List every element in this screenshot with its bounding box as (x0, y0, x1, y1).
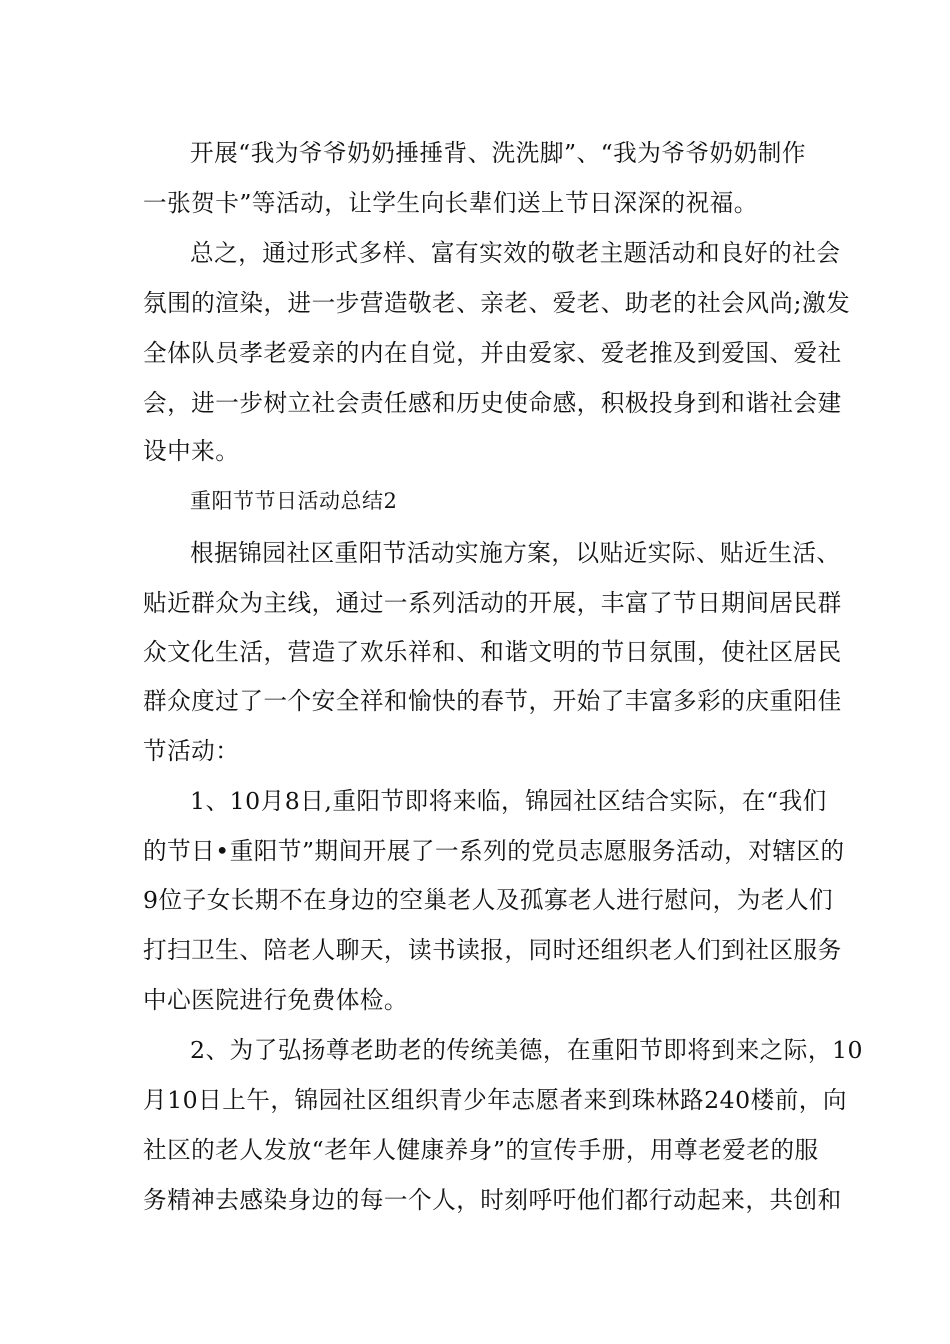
paragraph-3-line-4: 群众度过了一个安全祥和愉快的春节，开始了丰富多彩的庆重阳佳 (143, 687, 842, 715)
paragraph-2-line-2: 氛围的渲染，进一步营造敬老、亲老、爱老、助老的社会风尚;激发 (143, 289, 851, 317)
paragraph-1-line-2: 一张贺卡”等活动，让学生向长辈们送上节日深深的祝福。 (143, 189, 758, 217)
paragraph-4-line-4: 打扫卫生、陪老人聊天，读书读报，同时还组织老人们到社区服务 (143, 936, 842, 964)
paragraph-4-line-1: 1、10月8日,重阳节即将来临，锦园社区结合实际，在“我们 (190, 787, 827, 815)
section-heading: 重阳节节日活动总结2 (190, 489, 398, 513)
paragraph-5-line-4: 务精神去感染身边的每一个人，时刻呼吁他们都行动起来，共创和 (143, 1186, 842, 1214)
paragraph-4-line-3: 9位子女长期不在身边的空巢老人及孤寡老人进行慰问，为老人们 (143, 886, 834, 914)
paragraph-4-line-5: 中心医院进行免费体检。 (143, 986, 409, 1014)
paragraph-2-line-4: 会，进一步树立社会责任感和历史使命感，积极投身到和谐社会建 (143, 389, 842, 417)
paragraph-5-line-2: 月10日上午，锦园社区组织青少年志愿者来到珠林路240楼前，向 (143, 1086, 847, 1114)
paragraph-1-line-1: 开展“我为爷爷奶奶捶捶背、洗洗脚”、“我为爷爷奶奶制作 (190, 139, 806, 167)
paragraph-2-line-1: 总之，通过形式多样、富有实效的敬老主题活动和良好的社会 (190, 239, 841, 267)
paragraph-5-line-3: 社区的老人发放“老年人健康养身”的宣传手册，用尊老爱老的服 (143, 1136, 819, 1164)
paragraph-2-line-5: 设中来。 (143, 437, 240, 465)
paragraph-3-line-3: 众文化生活，营造了欢乐祥和、和谐文明的节日氛围，使社区居民 (143, 638, 842, 666)
paragraph-3-line-1: 根据锦园社区重阳节活动实施方案，以贴近实际、贴近生活、 (190, 539, 841, 567)
paragraph-5-line-1: 2、为了弘扬尊老助老的传统美德，在重阳节即将到来之际，10 (190, 1036, 863, 1064)
paragraph-4-line-2: 的节日•重阳节”期间开展了一系列的党员志愿服务活动，对辖区的 (143, 837, 845, 865)
paragraph-3-line-5: 节活动： (143, 737, 240, 765)
paragraph-2-line-3: 全体队员孝老爱亲的内在自觉，并由爱家、爱老推及到爱国、爱社 (143, 339, 842, 367)
paragraph-3-line-2: 贴近群众为主线，通过一系列活动的开展，丰富了节日期间居民群 (143, 589, 842, 617)
